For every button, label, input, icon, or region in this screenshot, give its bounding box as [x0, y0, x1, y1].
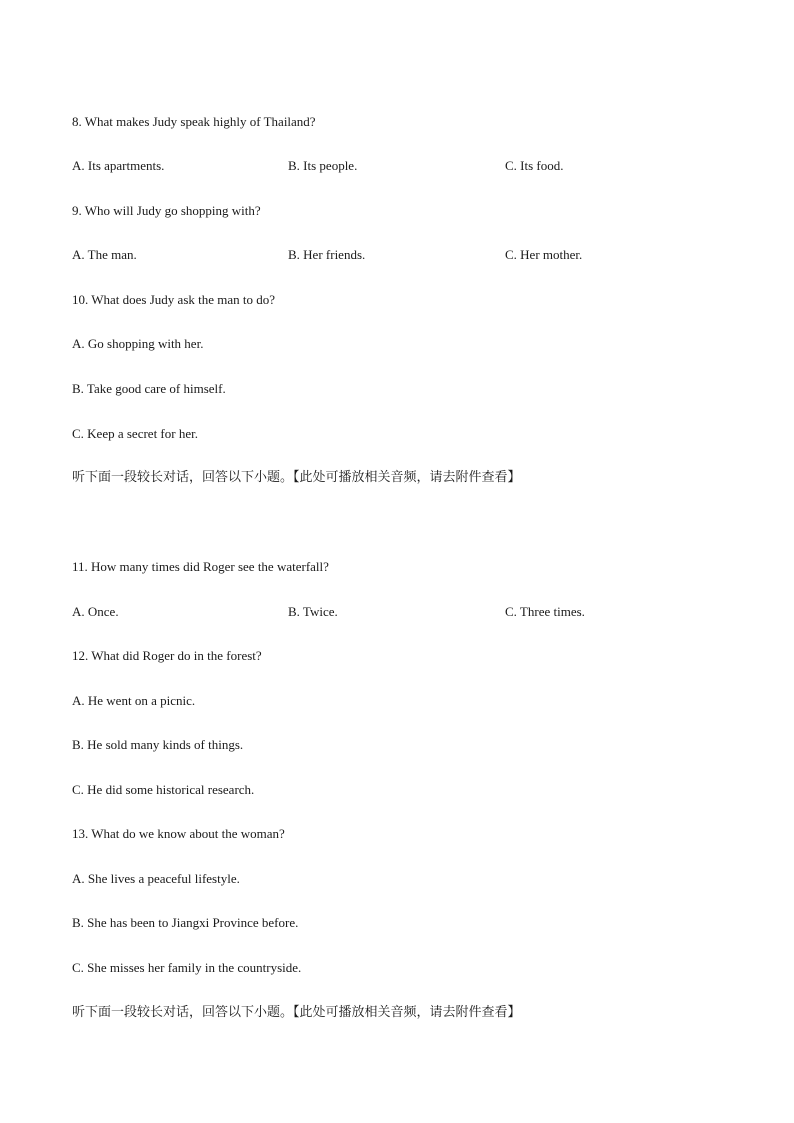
q10-option-c: C. Keep a secret for her. — [72, 426, 198, 441]
q8-option-a: A. Its apartments. — [72, 158, 165, 173]
q8-option-c: C. Its food. — [505, 158, 564, 173]
q10-option-a: A. Go shopping with her. — [72, 336, 204, 351]
q11-option-a: A. Once. — [72, 604, 119, 619]
question-12: 12. What did Roger do in the forest? — [72, 648, 262, 663]
q12-option-c: C. He did some historical research. — [72, 782, 255, 797]
question-11: 11. How many times did Roger see the waterfall? — [72, 559, 329, 574]
q12-option-a: A. He went on a picnic. — [72, 693, 196, 708]
q11-option-b: B. Twice. — [288, 604, 338, 619]
listening-instruction: 听下面一段较长对话，回答以下小题。【此处可播放相关音频，请去附件查看】 — [72, 1005, 521, 1020]
listening-instruction: 听下面一段较长对话，回答以下小题。【此处可播放相关音频，请去附件查看】 — [72, 470, 521, 485]
question-8: 8. What makes Judy speak highly of Thailand? — [72, 114, 316, 129]
q12-option-b: B. He sold many kinds of things. — [72, 737, 244, 752]
question-9: 9. Who will Judy go shopping with? — [72, 203, 261, 218]
q13-option-b: B. She has been to Jiangxi Province before. — [72, 915, 299, 930]
q10-option-b: B. Take good care of himself. — [72, 381, 226, 396]
q8-option-b: B. Its people. — [288, 158, 358, 173]
q9-option-b: B. Her friends. — [288, 247, 366, 262]
q9-option-c: C. Her mother. — [505, 247, 583, 262]
q13-option-c: C. She misses her family in the countryside. — [72, 960, 302, 975]
question-10: 10. What does Judy ask the man to do? — [72, 292, 276, 307]
q11-option-c: C. Three times. — [505, 604, 585, 619]
q9-option-a: A. The man. — [72, 247, 137, 262]
q13-option-a: A. She lives a peaceful lifestyle. — [72, 871, 240, 886]
question-13: 13. What do we know about the woman? — [72, 826, 285, 841]
